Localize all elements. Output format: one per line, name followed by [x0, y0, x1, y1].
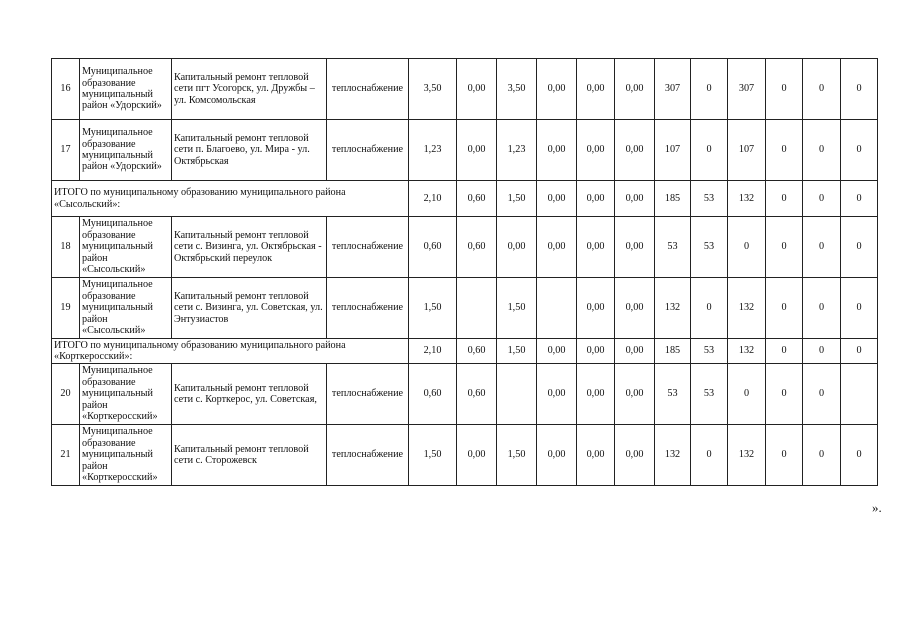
row-number: 17: [52, 120, 80, 181]
total-row: [52, 339, 878, 364]
value-cell: 0: [766, 425, 803, 486]
value-cell: 53: [691, 339, 728, 364]
value-cell: 1,23: [497, 120, 537, 181]
value-cell: 0: [691, 278, 728, 339]
value-cell: 0: [766, 181, 803, 217]
value-cell: 0,00: [537, 181, 577, 217]
value-cell: 1,50: [409, 425, 457, 486]
value-cell: 0,00: [615, 339, 655, 364]
value-cell: 0,00: [577, 181, 615, 217]
value-cell: 0,00: [457, 425, 497, 486]
value-cell: [497, 364, 537, 425]
value-cell: 0: [691, 120, 728, 181]
municipality-cell: Муниципальное образование муниципальный район «Корткеросский»: [80, 364, 172, 425]
value-cell: 0: [691, 59, 728, 120]
value-cell: 307: [655, 59, 691, 120]
service-type-cell: теплоснабжение: [327, 120, 409, 181]
value-cell: 0: [803, 278, 841, 339]
value-cell: 0: [803, 425, 841, 486]
value-cell: 1,50: [497, 181, 537, 217]
value-cell: 0,00: [537, 425, 577, 486]
value-cell: 1,50: [497, 278, 537, 339]
total-label: ИТОГО по муниципальному образованию муниципального района «Корткеросский»:: [52, 339, 409, 364]
value-cell: 307: [728, 59, 766, 120]
value-cell: 0,60: [409, 364, 457, 425]
value-cell: 0: [841, 339, 878, 364]
value-cell: 0,00: [615, 425, 655, 486]
municipality-cell: Муниципальное образование муниципальный район «Сысольский»: [80, 217, 172, 278]
value-cell: 0,00: [577, 339, 615, 364]
value-cell: 132: [728, 278, 766, 339]
value-cell: 0,60: [457, 181, 497, 217]
value-cell: 0,00: [537, 120, 577, 181]
municipality-cell: Муниципальное образование муниципальный район «Корткеросский»: [80, 425, 172, 486]
value-cell: 0: [841, 120, 878, 181]
value-cell: 0: [841, 181, 878, 217]
value-cell: 0,60: [457, 217, 497, 278]
value-cell: 132: [655, 425, 691, 486]
value-cell: 0: [803, 59, 841, 120]
service-type-cell: теплоснабжение: [327, 364, 409, 425]
value-cell: 0,00: [537, 364, 577, 425]
value-cell: 0: [766, 278, 803, 339]
service-type-cell: теплоснабжение: [327, 278, 409, 339]
value-cell: 1,50: [409, 278, 457, 339]
value-cell: 53: [691, 217, 728, 278]
value-cell: [537, 278, 577, 339]
work-description-cell: Капитальный ремонт тепловой сети п. Благоево, ул. Мира - ул. Октябрьская: [172, 120, 327, 181]
value-cell: 0,00: [577, 425, 615, 486]
value-cell: 53: [655, 364, 691, 425]
total-row: [52, 181, 878, 217]
work-description-cell: Капитальный ремонт тепловой сети с. Корткерос, ул. Советская,: [172, 364, 327, 425]
municipality-cell: Муниципальное образование муниципальный район «Сысольский»: [80, 278, 172, 339]
value-cell: 0,00: [615, 59, 655, 120]
value-cell: 0: [766, 364, 803, 425]
repair-program-table: [51, 58, 878, 486]
service-type-cell: теплоснабжение: [327, 425, 409, 486]
value-cell: [841, 364, 878, 425]
value-cell: 0: [841, 425, 878, 486]
municipality-cell: Муниципальное образование муниципальный район «Удорский»: [80, 59, 172, 120]
work-description-cell: Капитальный ремонт тепловой сети с. Сторожевск: [172, 425, 327, 486]
value-cell: 0,00: [457, 59, 497, 120]
value-cell: 53: [655, 217, 691, 278]
value-cell: 0,00: [577, 278, 615, 339]
value-cell: 53: [691, 364, 728, 425]
value-cell: 0: [803, 181, 841, 217]
value-cell: 0: [803, 339, 841, 364]
value-cell: 0,00: [615, 181, 655, 217]
value-cell: 3,50: [497, 59, 537, 120]
value-cell: 132: [655, 278, 691, 339]
value-cell: 0,00: [537, 339, 577, 364]
value-cell: 0: [728, 364, 766, 425]
value-cell: 132: [728, 339, 766, 364]
row-number: 21: [52, 425, 80, 486]
value-cell: 0: [803, 120, 841, 181]
service-type-cell: теплоснабжение: [327, 217, 409, 278]
value-cell: 0,00: [457, 120, 497, 181]
value-cell: 0,00: [615, 278, 655, 339]
value-cell: 0,00: [577, 364, 615, 425]
value-cell: 0: [841, 278, 878, 339]
table-row: [52, 59, 878, 120]
value-cell: 0,00: [577, 59, 615, 120]
work-description-cell: Капитальный ремонт тепловой сети с. Визинга, ул. Советская, ул. Энтузиастов: [172, 278, 327, 339]
value-cell: 0: [766, 59, 803, 120]
value-cell: 0,00: [577, 217, 615, 278]
value-cell: 1,50: [497, 425, 537, 486]
table-row: [52, 364, 878, 425]
municipality-cell: Муниципальное образование муниципальный район «Удорский»: [80, 120, 172, 181]
value-cell: 132: [728, 181, 766, 217]
value-cell: 1,50: [497, 339, 537, 364]
value-cell: 185: [655, 181, 691, 217]
value-cell: 0,60: [457, 339, 497, 364]
value-cell: 1,23: [409, 120, 457, 181]
value-cell: 0: [728, 217, 766, 278]
service-type-cell: теплоснабжение: [327, 59, 409, 120]
work-description-cell: Капитальный ремонт тепловой сети с. Визинга, ул. Октябрьская - Октябрьский переулок: [172, 217, 327, 278]
value-cell: 53: [691, 181, 728, 217]
value-cell: 0,00: [577, 120, 615, 181]
value-cell: 0: [766, 120, 803, 181]
value-cell: 0: [803, 217, 841, 278]
row-number: 20: [52, 364, 80, 425]
value-cell: 0,60: [409, 217, 457, 278]
value-cell: 107: [728, 120, 766, 181]
value-cell: 0,00: [615, 364, 655, 425]
value-cell: 3,50: [409, 59, 457, 120]
value-cell: 0,00: [497, 217, 537, 278]
value-cell: 0: [766, 339, 803, 364]
value-cell: 0,00: [537, 217, 577, 278]
value-cell: 185: [655, 339, 691, 364]
table-row: [52, 120, 878, 181]
value-cell: 0,00: [615, 217, 655, 278]
row-number: 16: [52, 59, 80, 120]
value-cell: 0,60: [457, 364, 497, 425]
table-row: [52, 217, 878, 278]
closing-quote: ».: [872, 500, 882, 515]
value-cell: 0: [841, 217, 878, 278]
value-cell: 0: [841, 59, 878, 120]
value-cell: 107: [655, 120, 691, 181]
value-cell: 0: [803, 364, 841, 425]
value-cell: 132: [728, 425, 766, 486]
table-row: [52, 278, 878, 339]
table-body: [52, 59, 878, 486]
value-cell: [457, 278, 497, 339]
table-row: [52, 425, 878, 486]
value-cell: 0,00: [537, 59, 577, 120]
work-description-cell: Капитальный ремонт тепловой сети пгт Усогорск, ул. Дружбы – ул. Комсомольская: [172, 59, 327, 120]
document-sheet: [51, 58, 878, 486]
value-cell: 0: [766, 217, 803, 278]
value-cell: 2,10: [409, 339, 457, 364]
total-label: ИТОГО по муниципальному образованию муниципального района «Сысольский»:: [52, 181, 409, 217]
value-cell: 0,00: [615, 120, 655, 181]
value-cell: 2,10: [409, 181, 457, 217]
value-cell: 0: [691, 425, 728, 486]
row-number: 19: [52, 278, 80, 339]
row-number: 18: [52, 217, 80, 278]
